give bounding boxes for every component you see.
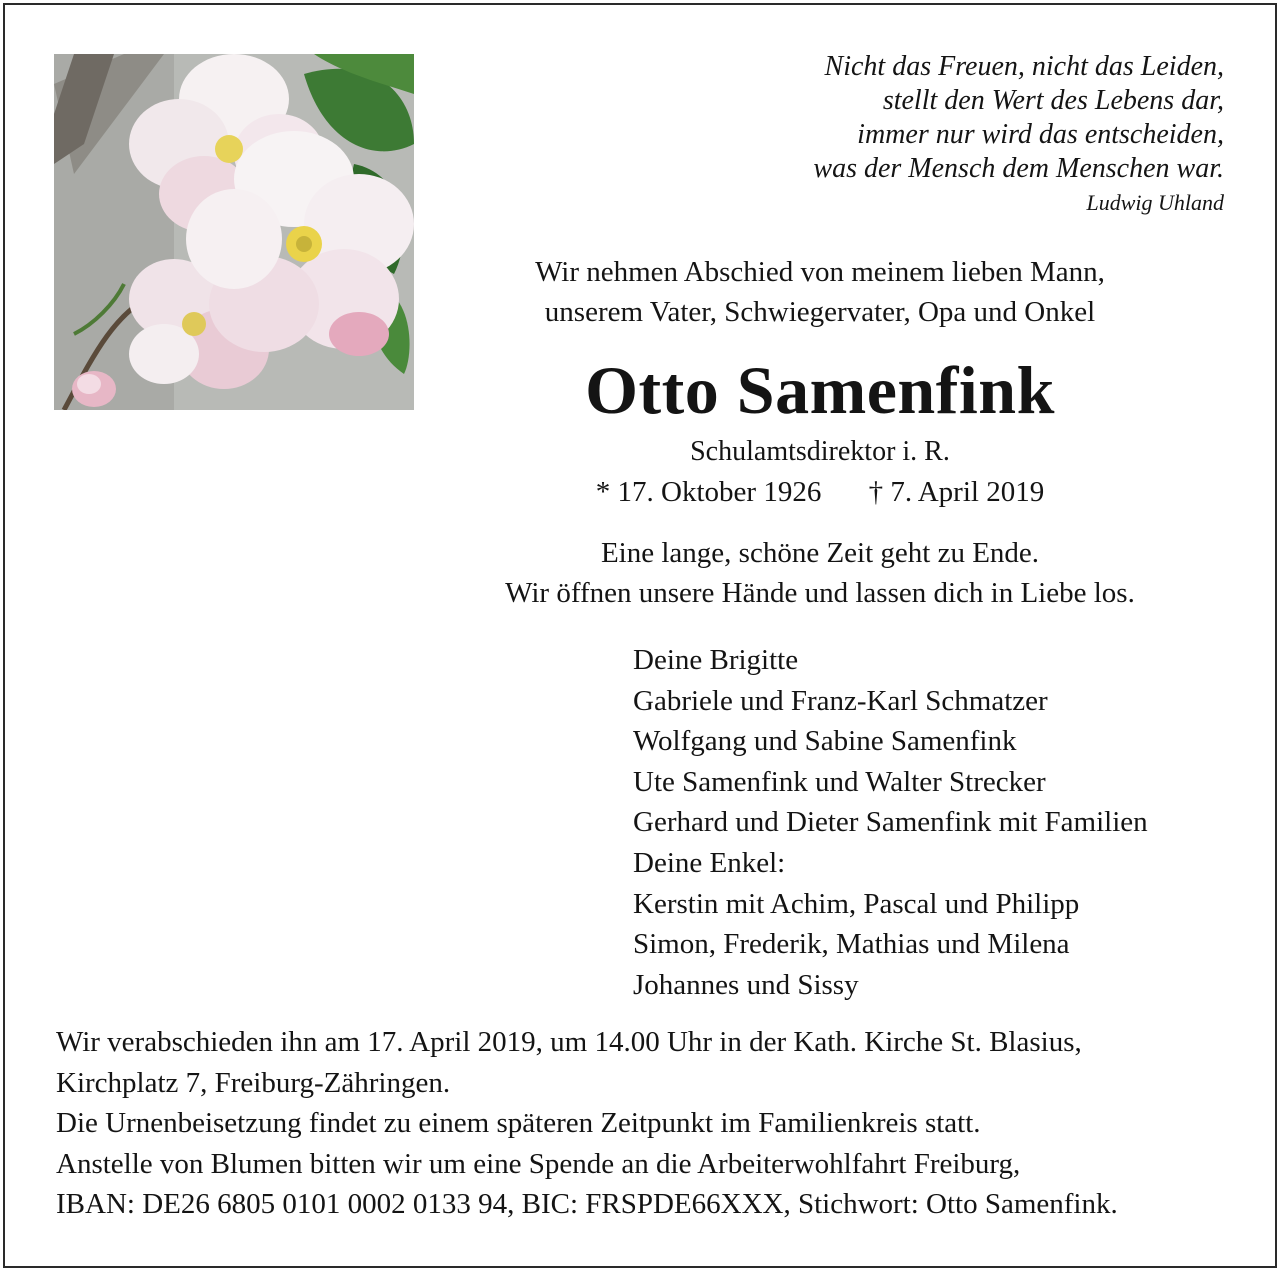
mourner-line: Deine Brigitte [633,644,799,676]
farewell-verse [414,533,1226,613]
intro-line: Wir nehmen Abschied von meinem lieben Mann, [535,256,1105,288]
quote-line: was der Mensch dem Menschen war. [813,153,1224,184]
mourner-line: Kerstin mit Achim, Pascal und Philipp [633,887,1080,920]
quote-line: Nicht das Freuen, nicht das Leiden, [824,51,1224,82]
mourners-list [633,640,1148,1005]
intro-line: unserem Vater, Schwiegervater, Opa und Onkel [544,296,1096,328]
mourner-line: Gerhard und Dieter Samenfink mit Familien [633,806,1148,839]
burial-line: Die Urnenbeisetzung findet zu einem späteren Zeitpunkt im Familienkreis statt. [56,1107,981,1139]
quote-author: Ludwig Uhland [1086,190,1224,215]
quote-block [813,50,1224,218]
apple-blossom-photo [54,54,414,410]
verse-line: Eine lange, schöne Zeit geht zu Ende. [600,537,1040,569]
death-date: † 7. April 2019 [868,476,1045,508]
mourner-line: Deine Enkel: [633,846,786,879]
mourner-line: Ute Samenfink und Walter Strecker [633,765,1046,798]
intro-text [414,252,1226,332]
life-dates [414,474,1226,510]
mourner-line: Simon, Frederik, Mathias und Milena [633,928,1070,961]
birth-date: * 17. Oktober 1926 [595,476,822,508]
deceased-title: Schulamtsdirektor i. R. [690,436,950,467]
verse-line: Wir öffnen unsere Hände und lassen dich in Liebe los. [505,577,1135,609]
donation-line: Anstelle von Blumen bitten wir um eine Spende an die Arbeiterwohlfahrt Freiburg, [56,1147,1021,1180]
service-line: Kirchplatz 7, Freiburg-Zähringen. [56,1066,451,1099]
quote-line: stellt den Wert des Lebens dar, [882,85,1224,116]
service-line: Wir verabschieden ihn am 17. April 2019, um 14.00 Uhr in der Kath. Kirche St. Blasius, [56,1026,1082,1058]
mourner-line: Wolfgang und Sabine Samenfink [633,725,1017,758]
deceased-name: Otto Samenfink [585,352,1055,428]
service-information [56,1022,1226,1225]
mourner-line: Johannes und Sissy [633,968,859,1001]
bank-details-line: IBAN: DE26 6805 0101 0002 0133 94, BIC: FRSPDE66XXX, Stichwort: Otto Samenfink. [56,1188,1118,1220]
quote-line: immer nur wird das entscheiden, [857,119,1224,150]
mourner-line: Gabriele und Franz-Karl Schmatzer [633,684,1048,717]
